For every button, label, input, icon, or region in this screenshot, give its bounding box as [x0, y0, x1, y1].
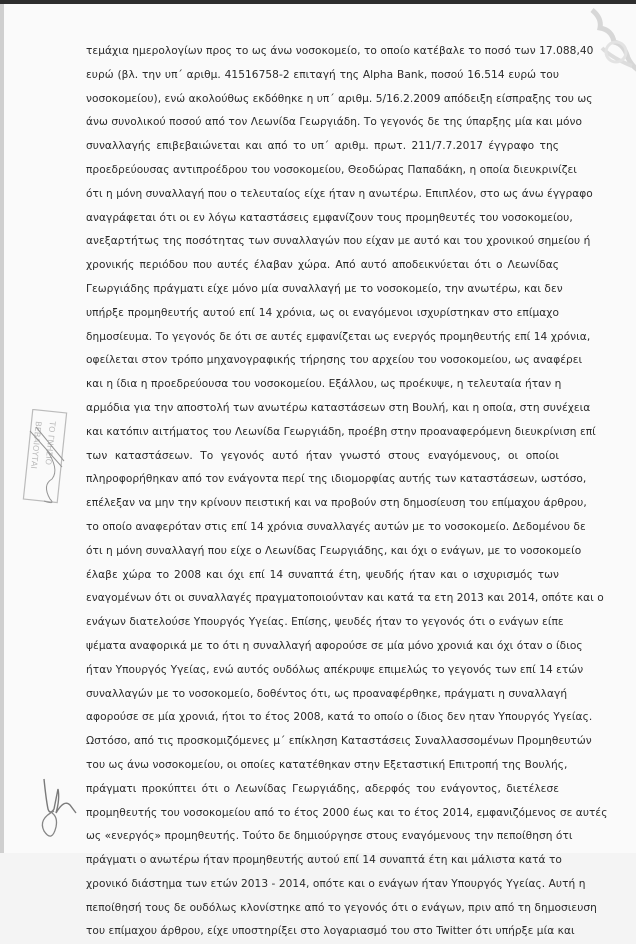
- text-line: χρονικής περιόδου που αυτές έλαβαν χώρα. Από αυτό αποδεικνύεται ότι ο Λεωνίδας: [86, 259, 559, 272]
- text-line: δημοσίευμα. Το γεγονός δε ότι σε αυτές εμφανίζεται ως ενεργός προμηθευτής επί 14 χρόνια,: [86, 330, 591, 343]
- text-line: επέλεξαν να μην την κρίνουν πειστική και να προβούν στη δημοσίευση του επίμαχου άρθρου,: [86, 497, 587, 510]
- text-line: τεμάχια ημερολογίων προς το ως άνω νοσοκομείο, το οποίο κατέβαλε το ποσό των 17.088,40: [86, 45, 594, 57]
- text-line: ψέματα αναφορικά με το ότι η συναλλαγή αφορούσε σε μία μόνο χρονιά και όχι όταν ο ίδιος: [86, 639, 583, 652]
- text-line: εναγομένων ότι οι συναλλαγές πραγματοποιούνταν και κατά τα ετη 2013 και 2014, οπότε και ο: [86, 592, 604, 605]
- text-line: αφορούσε σε μία χρονιά, ήτοι το έτος 2008, κατά το οποίο ο ίδιος δεν ηταν Υπουργός Υγείας.: [86, 711, 593, 724]
- text-line: ενάγων διατελούσε Υπουργός Υγείας. Επίσης, ψευδές ήταν το γεγονός ότι ο ενάγων είπε: [86, 616, 564, 629]
- embossed-seal-icon: [572, 8, 636, 74]
- document-page: [4, 4, 636, 938]
- text-line: έλαβε χώρα το 2008 και όχι επί 14 συναπτά έτη, ψευδής ήταν και ο ισχυρισμός των: [86, 568, 559, 581]
- text-line: χρονικό διάστημα των ετών 2013 - 2014, οπότε και ο ενάγων ήταν Υπουργός Υγείας. Αυτή η: [86, 877, 586, 890]
- text-line: αναγράφεται ότι οι εν λόγω καταστάσεις εμφανίζουν τους προμηθευτές του νοσοκομείου,: [86, 211, 573, 224]
- text-line: συναλλαγής επιβεβαιώνεται και από το υπ΄ αριθμ. πρωτ. 211/7.7.2017 έγγραφο της: [86, 140, 559, 153]
- text-line: και κατόπιν αιτήματος του Λεωνίδα Γεωργιάδη, προέβη στην προαναφερόμενη διευκρίνιση επί: [86, 425, 596, 438]
- text-line: συναλλαγών με το νοσοκομείο, δοθέντος ότι, ως προαναφέρθηκε, πράγματι η συναλλαγή: [86, 687, 568, 700]
- handwritten-signature-icon: [34, 769, 79, 849]
- svg-text:ΤΟ ΓΝΗΣΙΟ: ΤΟ ΓΝΗΣΙΟ: [43, 420, 57, 466]
- text-line: Γεωργιάδης πράγματι είχε μόνο μία συναλλαγή με το νοσοκομείο, την ανωτέρω, και δεν: [86, 282, 563, 295]
- text-line: ως «ενεργός» προμηθευτής. Τούτο δε δημιούργησε στους εναγόμενους την πεποίθηση ότι: [86, 830, 573, 843]
- text-line: Ωστόσο, από τις προσκομιζόμενες μ΄ επίκληση Καταστάσεις Συναλλασσομένων Προμηθευτών: [86, 735, 592, 748]
- text-line: ότι η μόνη συναλλαγή που ο τελευταίος είχε ήταν η ανωτέρω. Επιπλέον, στο ως άνω έγγραφο: [86, 187, 593, 200]
- text-line: και η ίδια η προεδρεύουσα του νοσοκομείου. Εξάλλου, ως προέκυψε, η τελευταία ήταν η: [86, 378, 562, 391]
- text-line: των καταστάσεων. Το γεγονός αυτό ήταν γνωστό στους εναγόμενους, οι οποίοι: [86, 449, 559, 462]
- text-line: το οποίο αναφερόταν στις επί 14 χρόνια συναλλαγές αυτών με το νοσοκομείο. Δεδομένου δε: [86, 520, 586, 533]
- svg-text:ΒΕΒΑΙΟΥΤΑΙ: ΒΕΒΑΙΟΥΤΑΙ: [29, 420, 43, 470]
- text-line: ότι η μόνη συναλλαγή που είχε ο Λεωνίδας Γεωργιάδης, και όχι ο ενάγων, με το νοσοκομείο: [86, 544, 582, 557]
- text-line: αρμόδια για την αποστολή των ανωτέρω καταστάσεων στη Βουλή, και η οποία, στη συνέχεια: [86, 401, 591, 414]
- text-line: πράγματι ο ανωτέρω ήταν προμηθευτής αυτού επί 14 συναπτά έτη και μάλιστα κατά το: [86, 854, 562, 867]
- text-line: ανεξαρτήτως της ποσότητας των συναλλαγών που είχαν με αυτό και του χρονικού σημείου ή: [86, 235, 591, 248]
- text-line: άνω συνολικού ποσού από τον Λεωνίδα Γεωργιάδη. Το γεγονός δε της ύπαρξης μία και μόνο: [86, 116, 582, 129]
- text-line: πεποίθησή τους δε ουδόλως κλονίστηκε από το γεγονός ότι ο ενάγων, πριν από τη δημοσιευση: [86, 901, 597, 914]
- text-line: προμηθευτής του νοσοκομείου από το έτος 2000 έως και το έτος 2014, εμφανιζόμενος σε αυτές: [86, 806, 608, 819]
- text-line: πράγματι προκύπτει ότι ο Λεωνίδας Γεωργιάδης, αδερφός του ενάγοντος, διετέλεσε: [86, 782, 559, 795]
- text-line: προεδρεύουσας αντιπροέδρου του νοσοκομείου, Θεοδώρας Παπαδάκη, η οποία διευκρινίζει: [86, 163, 577, 176]
- text-line: ευρώ (βλ. την υπ΄ αριθμ. 41516758-2 επιταγή της Alpha Bank, ποσού 16.514 ευρώ του: [86, 68, 559, 81]
- text-line: ήταν Υπουργός Υγείας, ενώ αυτός ουδόλως απέκρυψε επιμελώς το γεγονός των επί 14 ετών: [86, 663, 584, 676]
- document-body: [86, 40, 608, 944]
- text-line: πληροφορήθηκαν από τον ενάγοντα περί της ιδιομορφίας αυτής των καταστάσεων, ωστόσο,: [86, 473, 587, 486]
- text-line: υπήρξε προμηθευτής αυτού επί 14 χρόνια, ως οι εναγόμενοι ισχυρίστηκαν στο επίμαχο: [86, 306, 559, 319]
- text-line: του ως άνω νοσοκομείου, οι οποίες κατατέθηκαν στην Εξεταστική Επιτροπή της Βουλής,: [86, 758, 568, 771]
- text-line: του επίμαχου άρθρου, είχε υποστηρίξει στο λογαριασμό του στο Twitter ότι υπήρξε μία και: [86, 925, 575, 938]
- text-line: νοσοκομείου), ενώ ακολούθως εκδόθηκε η υπ΄ αριθμ. 5/16.2.2009 απόδειξη είσπραξης του ως: [86, 92, 593, 105]
- official-stamp-icon: [16, 409, 71, 509]
- text-line: οφείλεται στον τρόπο μηχανογραφικής τήρησης του αρχείου του νοσοκομείου, ως αναφέρει: [86, 354, 583, 367]
